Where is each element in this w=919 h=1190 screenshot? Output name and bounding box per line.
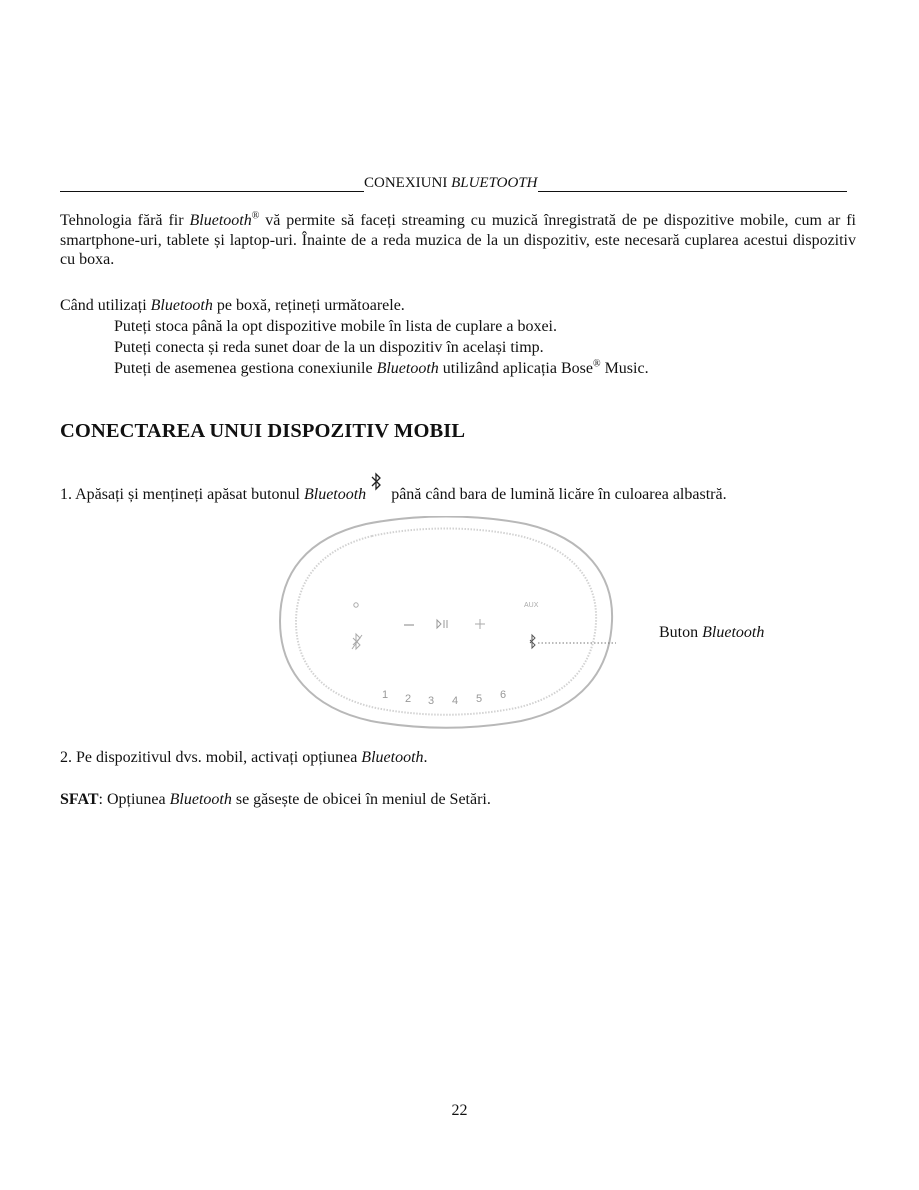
section-header bbox=[60, 174, 847, 192]
header-title-prefix: CONEXIUNI bbox=[364, 175, 452, 191]
step-1-bluetooth: Bluetooth bbox=[303, 486, 367, 503]
speaker-illustration bbox=[276, 516, 616, 736]
tip-text-b: se găsește de obicei în meniul de Setări. bbox=[231, 791, 491, 808]
notes-item-3-bluetooth: Bluetooth bbox=[376, 360, 439, 377]
tip-bluetooth: Bluetooth bbox=[169, 791, 232, 808]
notes-item-3-registered-mark: ® bbox=[592, 358, 601, 370]
bluetooth-icon bbox=[369, 471, 383, 493]
section-heading: CONECTAREA UNUI DISPOZITIV MOBIL bbox=[60, 420, 466, 442]
preset-5: 5 bbox=[476, 693, 483, 705]
header-title-italic: BLUETOOTH bbox=[451, 175, 538, 191]
step-2-text-a: 2. Pe dispozitivul dvs. mobil, activați opțiunea bbox=[60, 749, 362, 766]
notes-item-3-text-c: Music. bbox=[600, 360, 649, 377]
step-2 bbox=[60, 749, 428, 767]
svg-text:AUX: AUX bbox=[524, 602, 539, 609]
preset-labels bbox=[382, 689, 506, 707]
bluetooth-button-callout bbox=[659, 624, 764, 642]
step-2-bluetooth: Bluetooth bbox=[361, 749, 424, 766]
notes-item-1: Puteți stoca până la opt dispozitive mobile în lista de cuplare a boxei. bbox=[114, 318, 557, 335]
intro-text-1: Tehnologia fără fir bbox=[60, 212, 190, 229]
preset-4: 4 bbox=[452, 695, 459, 707]
tip-label: SFAT bbox=[60, 791, 99, 808]
header-rule-left bbox=[60, 178, 364, 192]
tip-text-a: : Opțiunea bbox=[98, 791, 170, 808]
tip bbox=[60, 791, 491, 809]
notes-item-3-text-a: Puteți de asemenea gestiona conexiunile bbox=[114, 360, 377, 377]
notes-lead-text-1: Când utilizați bbox=[60, 297, 151, 314]
notes-lead-bluetooth: Bluetooth bbox=[150, 297, 213, 314]
preset-2: 2 bbox=[405, 693, 412, 705]
page-number: 22 bbox=[451, 1102, 468, 1119]
step-1 bbox=[60, 479, 727, 504]
aux-label bbox=[524, 602, 539, 609]
notes-item-3-text-b: utilizând aplicația Bose bbox=[438, 360, 593, 377]
notes-item-2: Puteți conecta și reda sunet doar de la un dispozitiv în același timp. bbox=[114, 339, 544, 356]
intro-paragraph bbox=[60, 211, 856, 270]
notes-item-3 bbox=[114, 359, 649, 379]
step-1-text-a: 1. Apăsați și mențineți apăsat butonul bbox=[60, 486, 304, 503]
header-rule-right bbox=[538, 178, 848, 192]
preset-6: 6 bbox=[500, 689, 507, 701]
intro-bluetooth: Bluetooth bbox=[189, 212, 252, 229]
preset-3: 3 bbox=[428, 695, 435, 707]
callout-text: Buton bbox=[659, 624, 703, 641]
notes-lead-text-2: pe boxă, rețineți următoarele. bbox=[212, 297, 405, 314]
intro-text-2: vă permite să faceți streaming cu muzică înregistrată de pe dispozitive mobile, cum ar fi smartphone-uri, tablete și laptop-uri. Înainte de a reda muzica de la un dispozitiv, este necesară cuplarea acestui dispozitiv cu boxa. bbox=[60, 212, 857, 268]
header-title bbox=[364, 174, 538, 192]
step-1-text-b: până când bara de lumină licăre în culoarea albastră. bbox=[387, 486, 727, 503]
notes-lead bbox=[60, 297, 405, 315]
step-2-text-b: . bbox=[423, 749, 428, 766]
intro-registered-mark: ® bbox=[251, 210, 260, 222]
callout-bluetooth: Bluetooth bbox=[702, 624, 765, 641]
preset-1: 1 bbox=[382, 689, 389, 701]
